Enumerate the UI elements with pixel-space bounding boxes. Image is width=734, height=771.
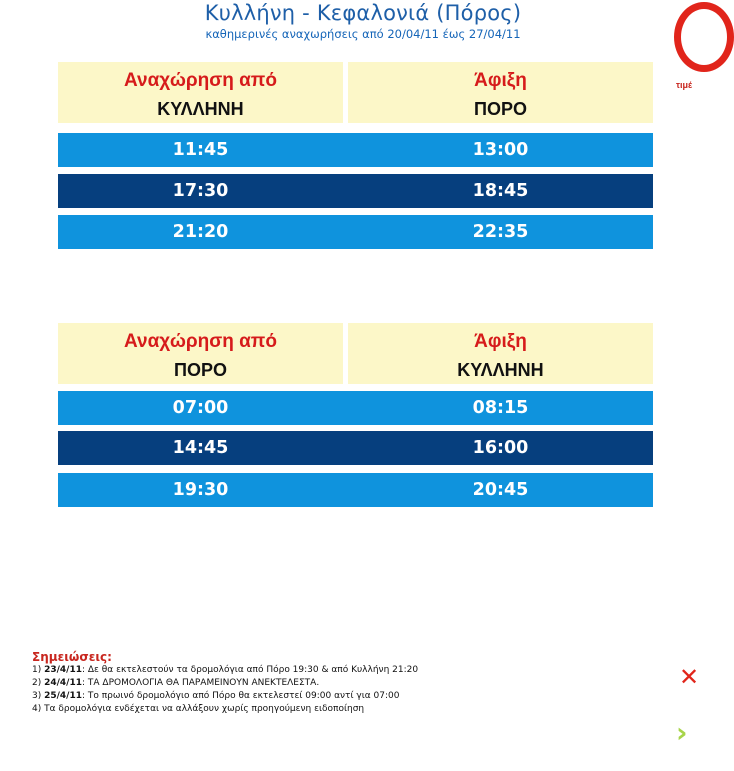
logo-icon[interactable] — [674, 2, 734, 72]
note-item — [32, 703, 592, 716]
departure-time: 19:30 — [172, 480, 229, 500]
arrival-time: 16:00 — [472, 438, 529, 458]
timetable-poros-kyllini — [58, 323, 653, 500]
timetable-header — [58, 62, 653, 123]
departure-time: 11:45 — [172, 140, 229, 160]
note-date: 25/4/11 — [44, 691, 82, 701]
table-row — [58, 473, 653, 507]
page-title: Κυλλήνη - Κεφαλονιά (Πόρος) — [204, 1, 522, 25]
table-row — [58, 391, 653, 425]
arrival-time: 18:45 — [472, 181, 529, 201]
table-row — [58, 174, 653, 208]
note-prefix: 2) — [32, 678, 45, 688]
departure-header — [58, 323, 343, 384]
departure-label: Αναχώρηση από — [124, 331, 277, 352]
note-item — [32, 690, 592, 703]
note-item — [32, 677, 592, 690]
table-row — [58, 215, 653, 249]
departure-time: 14:45 — [172, 438, 229, 458]
note-date: 23/4/11 — [44, 665, 82, 675]
timetable-header — [58, 323, 653, 384]
arrival-time: 22:35 — [472, 222, 529, 242]
arrival-time: 08:15 — [472, 398, 529, 418]
arrival-port: ΠΟΡΟ — [473, 99, 527, 119]
notes-section — [32, 650, 592, 716]
arrival-label: Άφιξη — [474, 70, 527, 91]
close-icon[interactable]: ✕ — [679, 663, 700, 691]
departure-time: 07:00 — [172, 398, 229, 418]
arrival-label: Άφιξη — [474, 331, 527, 352]
departure-time: 21:20 — [172, 222, 229, 242]
note-text: : Δε θα εκτελεστούν τα δρομολόγια από Πόρο 19:30 & από Κυλλήνη 21:20 — [82, 665, 419, 675]
note-text: : Το πρωινό δρομολόγιο από Πόρο θα εκτελεστεί 09:00 αντί για 07:00 — [82, 691, 400, 701]
departure-port: ΠΟΡΟ — [173, 360, 227, 380]
note-date: 24/4/11 — [44, 678, 82, 688]
note-item — [32, 664, 592, 677]
table-row — [58, 133, 653, 167]
arrival-port: ΚΥΛΛΗΝΗ — [457, 360, 544, 380]
note-text: Τα δρομολόγια ενδέχεται να αλλάξουν χωρίς προηγούμενη ειδοποίηση — [44, 704, 365, 714]
notes-title: Σημειώσεις: — [32, 650, 112, 664]
note-prefix: 1) — [32, 665, 45, 675]
arrival-time: 13:00 — [472, 140, 529, 160]
note-prefix: 3) — [32, 691, 45, 701]
arrival-time: 20:45 — [472, 480, 529, 500]
departure-label: Αναχώρηση από — [124, 70, 277, 91]
note-prefix: 4) — [32, 704, 45, 714]
arrival-header — [348, 323, 653, 384]
arrival-header — [348, 62, 653, 123]
table-row — [58, 431, 653, 465]
note-text: : ΤΑ ΔΡΟΜΟΛΟΓΙΑ ΘΑ ΠΑΡΑΜΕΙΝΟΥΝ ΑΝΕΚΤΕΛΕΣΤΑ. — [82, 678, 320, 688]
departure-header — [58, 62, 343, 123]
departure-port: ΚΥΛΛΗΝΗ — [157, 99, 244, 119]
departure-time: 17:30 — [172, 181, 229, 201]
chevron-right-icon[interactable]: › — [676, 716, 688, 749]
logo-text: τιμέ — [676, 80, 693, 90]
timetable-kyllini-poros — [58, 62, 653, 242]
page-subtitle: καθημερινές αναχωρήσεις από 20/04/11 έως 27/04/11 — [205, 27, 521, 41]
